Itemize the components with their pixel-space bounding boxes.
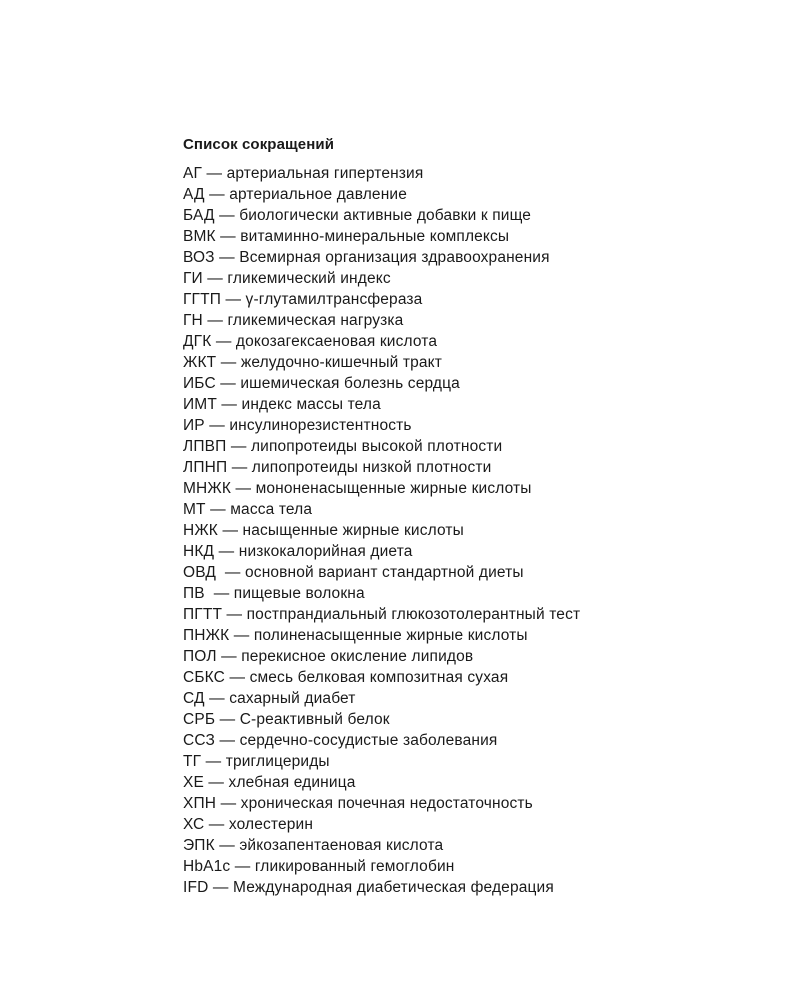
abbreviation-item: ХЕ — хлебная единица bbox=[183, 774, 356, 791]
abbreviation-list bbox=[183, 163, 783, 898]
abbreviation-item: АГ — артериальная гипертензия bbox=[183, 165, 424, 182]
abbreviation-item: СРБ — С-реактивный белок bbox=[183, 711, 390, 728]
page-title: Список сокращений bbox=[183, 136, 335, 153]
abbreviation-item: IFD — Международная диабетическая федерация bbox=[183, 879, 554, 896]
abbreviation-item: ГГТП — γ-глутамилтрансфераза bbox=[183, 291, 423, 308]
abbreviations-page bbox=[183, 135, 783, 898]
abbreviation-item: ХПН — хроническая почечная недостаточность bbox=[183, 795, 533, 812]
abbreviation-item: ЛПВП — липопротеиды высокой плотности bbox=[183, 438, 503, 455]
abbreviation-item: СД — сахарный диабет bbox=[183, 690, 356, 707]
abbreviation-item: ИМТ — индекс массы тела bbox=[183, 396, 381, 413]
abbreviation-item: ПГТТ — постпрандиальный глюкозотолерантный тест bbox=[183, 606, 581, 623]
abbreviation-item: ВМК — витаминно-минеральные комплексы bbox=[183, 228, 510, 245]
abbreviation-item: ЖКТ — желудочно-кишечный тракт bbox=[183, 354, 443, 371]
abbreviation-item: ПНЖК — полиненасыщенные жирные кислоты bbox=[183, 627, 528, 644]
abbreviation-item: ПОЛ — перекисное окисление липидов bbox=[183, 648, 474, 665]
abbreviation-item: ГИ — гликемический индекс bbox=[183, 270, 391, 287]
abbreviation-item: АД — артериальное давление bbox=[183, 186, 407, 203]
abbreviation-item: НКД — низкокалорийная диета bbox=[183, 543, 413, 560]
abbreviation-item: МТ — масса тела bbox=[183, 501, 313, 518]
abbreviation-item: ЭПК — эйкозапентаеновая кислота bbox=[183, 837, 444, 854]
abbreviation-item: ТГ — триглицериды bbox=[183, 753, 330, 770]
abbreviation-item: НЖК — насыщенные жирные кислоты bbox=[183, 522, 464, 539]
abbreviation-item: ХС — холестерин bbox=[183, 816, 314, 833]
abbreviation-item: ВОЗ — Всемирная организация здравоохранения bbox=[183, 249, 550, 266]
abbreviation-item: ДГК — докозагексаеновая кислота bbox=[183, 333, 438, 350]
abbreviation-item: ССЗ — сердечно-сосудистые заболевания bbox=[183, 732, 498, 749]
abbreviation-item: ИБС — ишемическая болезнь сердца bbox=[183, 375, 460, 392]
abbreviation-item: ЛПНП — липопротеиды низкой плотности bbox=[183, 459, 492, 476]
abbreviation-item: HbA1c — гликированный гемоглобин bbox=[183, 858, 455, 875]
abbreviation-item: ПВ — пищевые волокна bbox=[183, 585, 365, 602]
abbreviation-item: ОВД — основной вариант стандартной диеты bbox=[183, 564, 524, 581]
abbreviation-item: МНЖК — мононенасыщенные жирные кислоты bbox=[183, 480, 532, 497]
abbreviation-item: СБКС — смесь белковая композитная сухая bbox=[183, 669, 509, 686]
abbreviation-item: ИР — инсулинорезистентность bbox=[183, 417, 412, 434]
abbreviation-item: ГН — гликемическая нагрузка bbox=[183, 312, 404, 329]
abbreviation-item: БАД — биологически активные добавки к пище bbox=[183, 207, 532, 224]
